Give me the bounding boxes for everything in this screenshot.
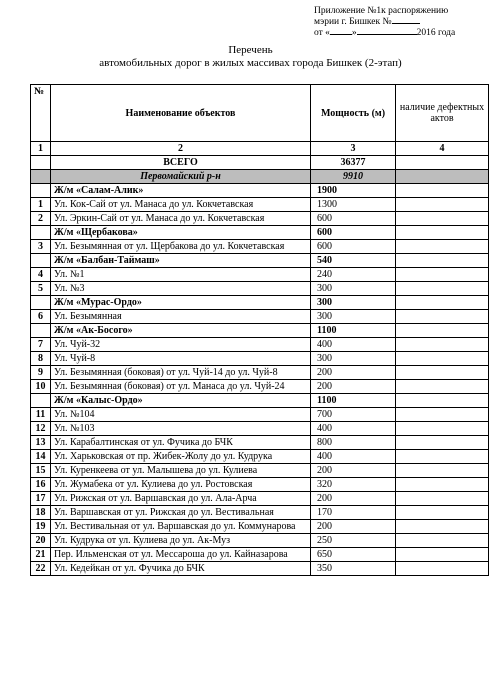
road-name: Ул. №104 <box>51 408 311 422</box>
road-length: 400 <box>311 338 396 352</box>
road-length: 300 <box>311 352 396 366</box>
date-year: 2016 года <box>416 28 456 38</box>
defect-act-cell <box>396 268 489 282</box>
road-row <box>31 240 489 254</box>
row-number: 20 <box>31 534 51 548</box>
road-length: 1300 <box>311 198 396 212</box>
defect-act-cell <box>396 464 489 478</box>
road-row <box>31 478 489 492</box>
row-number: 16 <box>31 478 51 492</box>
road-name: Ул. Кудрука от ул. Кулиева до ул. Ак-Муз <box>51 534 311 548</box>
road-row <box>31 464 489 478</box>
row-number: 10 <box>31 380 51 394</box>
road-row <box>31 492 489 506</box>
road-length: 800 <box>311 436 396 450</box>
defect-act-cell <box>396 296 489 310</box>
column-number: 4 <box>396 142 489 156</box>
road-length: 350 <box>311 562 396 576</box>
total-value: 36377 <box>311 156 396 170</box>
massive-name: Ж/м «Балбан-Таймаш» <box>51 254 311 268</box>
row-number: 3 <box>31 240 51 254</box>
defect-act-cell <box>396 380 489 394</box>
road-name: Ул. Кедейкан от ул. Фучика до БЧК <box>51 562 311 576</box>
annex-line-1: Приложение №1к распоряжению <box>314 6 449 16</box>
title-line-1: Перечень <box>228 44 273 56</box>
road-row <box>31 408 489 422</box>
road-length: 300 <box>311 296 396 310</box>
road-length: 320 <box>311 478 396 492</box>
massive-name: Ж/м «Ак-Босого» <box>51 324 311 338</box>
road-row <box>31 310 489 324</box>
road-name: Ул. Чуй-8 <box>51 352 311 366</box>
column-number: 3 <box>311 142 396 156</box>
row-number: 8 <box>31 352 51 366</box>
district-num-cell <box>31 170 51 184</box>
district-defects-cell <box>396 170 489 184</box>
row-number <box>31 394 51 408</box>
massive-name: Ж/м «Калыс-Ордо» <box>51 394 311 408</box>
defect-act-cell <box>396 520 489 534</box>
road-length: 600 <box>311 212 396 226</box>
defect-act-cell <box>396 450 489 464</box>
road-row <box>31 352 489 366</box>
road-name: Ул. Варшавская от ул. Рижская до ул. Вестивальная <box>51 506 311 520</box>
road-length: 200 <box>311 366 396 380</box>
road-name: Ул. Безымянная (боковая) от ул. Манаса до ул. Чуй-24 <box>51 380 311 394</box>
defect-act-cell <box>396 506 489 520</box>
road-name: Ул. Кок-Сай от ул. Манаса до ул. Кокчетавская <box>51 198 311 212</box>
road-length: 200 <box>311 492 396 506</box>
road-length: 200 <box>311 464 396 478</box>
row-number <box>31 226 51 240</box>
road-length: 600 <box>311 226 396 240</box>
date-prefix: от « <box>314 28 330 38</box>
road-name: Ул. Чуй-32 <box>51 338 311 352</box>
road-length: 400 <box>311 450 396 464</box>
road-name: Ул. №3 <box>51 282 311 296</box>
defect-act-cell <box>396 226 489 240</box>
road-length: 250 <box>311 534 396 548</box>
road-name: Пер. Ильменская от ул. Мессароша до ул. Кайназарова <box>51 548 311 562</box>
header-defects: наличие дефектных актов <box>396 85 489 142</box>
road-name: Ул. Харьковская от пр. Жибек-Жолу до ул. Кудрука <box>51 450 311 464</box>
row-number: 14 <box>31 450 51 464</box>
road-row <box>31 562 489 576</box>
column-number: 1 <box>31 142 51 156</box>
road-name: Ул. Безымянная <box>51 310 311 324</box>
road-row <box>31 212 489 226</box>
road-length: 540 <box>311 254 396 268</box>
road-length: 650 <box>311 548 396 562</box>
row-number: 13 <box>31 436 51 450</box>
defect-act-cell <box>396 352 489 366</box>
road-length: 240 <box>311 268 396 282</box>
defect-act-cell <box>396 254 489 268</box>
road-row <box>31 422 489 436</box>
road-row <box>31 338 489 352</box>
road-length: 1100 <box>311 324 396 338</box>
road-length: 700 <box>311 408 396 422</box>
defect-act-cell <box>396 240 489 254</box>
road-name: Ул. №1 <box>51 268 311 282</box>
defect-act-cell <box>396 338 489 352</box>
road-name: Ул. Куренкеева от ул. Малышева до ул. Кулиева <box>51 464 311 478</box>
road-length: 170 <box>311 506 396 520</box>
massive-row <box>31 254 489 268</box>
annex-line-3 <box>314 28 494 39</box>
row-number: 1 <box>31 198 51 212</box>
road-name: Ул. №103 <box>51 422 311 436</box>
date-quote: » <box>351 28 357 38</box>
defect-act-cell <box>396 478 489 492</box>
road-name: Ул. Эркин-Сай от ул. Манаса до ул. Кокчетавская <box>51 212 311 226</box>
defect-act-cell <box>396 366 489 380</box>
row-number: 2 <box>31 212 51 226</box>
total-num-cell <box>31 156 51 170</box>
row-number: 22 <box>31 562 51 576</box>
header-power: Мощность (м) <box>311 85 396 142</box>
row-number: 9 <box>31 366 51 380</box>
roads-table <box>30 84 489 576</box>
road-row <box>31 436 489 450</box>
road-row <box>31 534 489 548</box>
massive-name: Ж/м «Мурас-Ордо» <box>51 296 311 310</box>
road-row <box>31 268 489 282</box>
road-row <box>31 366 489 380</box>
annex-block <box>314 6 494 39</box>
total-label: ВСЕГО <box>51 156 311 170</box>
massive-row <box>31 226 489 240</box>
defect-act-cell <box>396 422 489 436</box>
road-length: 300 <box>311 282 396 296</box>
row-number: 12 <box>31 422 51 436</box>
header-num: № <box>31 85 51 142</box>
row-number: 18 <box>31 506 51 520</box>
massive-row <box>31 184 489 198</box>
defect-act-cell <box>396 282 489 296</box>
row-number: 11 <box>31 408 51 422</box>
road-name: Ул. Безымянная (боковая) от ул. Чуй-14 до ул. Чуй-8 <box>51 366 311 380</box>
road-length: 600 <box>311 240 396 254</box>
road-row <box>31 520 489 534</box>
total-defects-cell <box>396 156 489 170</box>
massive-name: Ж/м «Щербакова» <box>51 226 311 240</box>
defect-act-cell <box>396 310 489 324</box>
annex-decree-label: мэрии г. Бишкек № <box>314 17 392 27</box>
date-day-blank <box>330 34 352 35</box>
district-value: 9910 <box>311 170 396 184</box>
defect-act-cell <box>396 184 489 198</box>
road-row <box>31 198 489 212</box>
defect-act-cell <box>396 394 489 408</box>
column-numbers-row <box>31 142 489 156</box>
row-number <box>31 184 51 198</box>
road-length: 1100 <box>311 394 396 408</box>
road-row <box>31 450 489 464</box>
road-row <box>31 282 489 296</box>
road-length: 200 <box>311 520 396 534</box>
defect-act-cell <box>396 562 489 576</box>
massive-name: Ж/м «Салам-Алик» <box>51 184 311 198</box>
defect-act-cell <box>396 548 489 562</box>
road-name: Ул. Вестивальная от ул. Варшавская до ул. Коммунарова <box>51 520 311 534</box>
defect-act-cell <box>396 212 489 226</box>
column-number: 2 <box>51 142 311 156</box>
defect-act-cell <box>396 534 489 548</box>
road-length: 400 <box>311 422 396 436</box>
defect-act-cell <box>396 408 489 422</box>
annex-line-2 <box>314 17 494 28</box>
row-number <box>31 296 51 310</box>
row-number: 7 <box>31 338 51 352</box>
defect-act-cell <box>396 492 489 506</box>
massive-row <box>31 296 489 310</box>
decree-number-blank <box>392 23 420 24</box>
title-line-2: автомобильных дорог в жилых массивах города Бишкек (2-этап) <box>99 57 402 69</box>
total-row <box>31 156 489 170</box>
district-label: Первомайский р-н <box>51 170 311 184</box>
header-name: Наименование объектов <box>51 85 311 142</box>
row-number: 4 <box>31 268 51 282</box>
massive-row <box>31 324 489 338</box>
row-number: 21 <box>31 548 51 562</box>
row-number: 6 <box>31 310 51 324</box>
defect-act-cell <box>396 436 489 450</box>
document-title <box>0 44 501 70</box>
massive-row <box>31 394 489 408</box>
road-name: Ул. Жумабека от ул. Кулиева до ул. Ростовская <box>51 478 311 492</box>
row-number <box>31 254 51 268</box>
row-number: 5 <box>31 282 51 296</box>
district-row <box>31 170 489 184</box>
road-row <box>31 548 489 562</box>
road-length: 1900 <box>311 184 396 198</box>
road-row <box>31 506 489 520</box>
road-length: 300 <box>311 310 396 324</box>
row-number: 17 <box>31 492 51 506</box>
road-name: Ул. Карабалтинская от ул. Фучика до БЧК <box>51 436 311 450</box>
road-row <box>31 380 489 394</box>
row-number: 19 <box>31 520 51 534</box>
defect-act-cell <box>396 198 489 212</box>
road-name: Ул. Рижская от ул. Варшавская до ул. Ала-Арча <box>51 492 311 506</box>
row-number <box>31 324 51 338</box>
defect-act-cell <box>396 324 489 338</box>
date-month-blank <box>357 34 417 35</box>
road-name: Ул. Безымянная от ул. Щербакова до ул. Кокчетавская <box>51 240 311 254</box>
road-length: 200 <box>311 380 396 394</box>
header-row <box>31 85 489 142</box>
row-number: 15 <box>31 464 51 478</box>
